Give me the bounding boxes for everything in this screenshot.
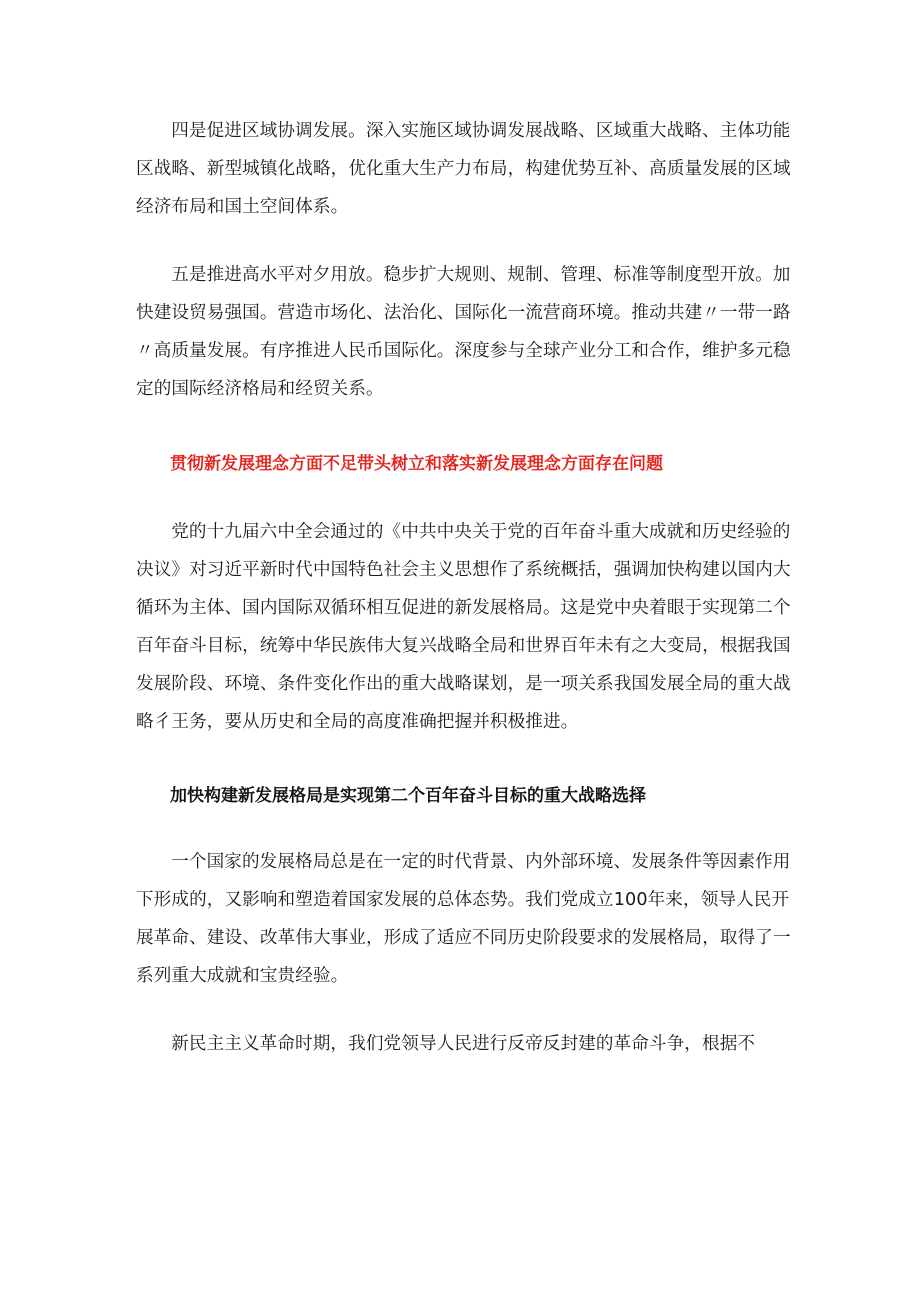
paragraph-development-pattern: 一个国家的发展格局总是在一定的时代背景、内外部环境、发展条件等因素作用下形成的，又影响和塑造着国家发展的总体态势。我们党成立100年来，领导人民开展革命、建设、改革伟大事业，形成了适应不同历史阶段要求的发展格局，取得了一系列重大成就和宝贵经验。: [136, 852, 791, 986]
paragraph-regional-development: 四是促进区域协调发展。深入实施区域协调发展战略、区域重大战略、主体功能区战略、新型城镇化战略，优化重大生产力布局，构建优势互补、高质量发展的区域经济布局和国土空间体系。: [136, 121, 791, 217]
paragraph-resolution: 党的十九届六中全会通过的《中共中央关于党的百年奋斗重大成就和历史经验的决议》对习近平新时代中国特色社会主义思想作了系统概括，强调加快构建以国内大循环为主体、国内国际双循环相互促进的新发展格局。这是党中央着眼于实现第二个百年奋斗目标，统筹中华民族伟大复兴战略全局和世界百年未有之大变局，根据我国发展阶段、环境、条件变化作出的重大战略谋划，是一项关系我国发展全局的重大战略彳王务，要从历史和全局的高度准确把握并积极推进。: [136, 522, 791, 732]
document-body: [136, 112, 796, 1063]
section-heading-bold: 加快构建新发展格局是实现第二个百年奋斗目标的重大战略选择: [170, 786, 646, 806]
paragraph-new-democratic-revolution: 新民主主义革命时期，我们党领导人民进行反帝反封建的革命斗争，根据不: [171, 1034, 756, 1054]
paragraph-opening-up: 五是推进高水平对夕用放。稳步扩大规则、规制、管理、标准等制度型开放。加快建设贸易强国。营造市场化、法治化、国际化一流营商环境。推动共建〃一带一路〃高质量发展。有序推进人民币国际化。深度参与全球产业分工和合作，维护多元稳定的国际经济格局和经贸关系。: [136, 265, 791, 399]
section-heading-red: 贯彻新发展理念方面不足带头树立和落实新发展理念方面存在问题: [170, 454, 663, 474]
